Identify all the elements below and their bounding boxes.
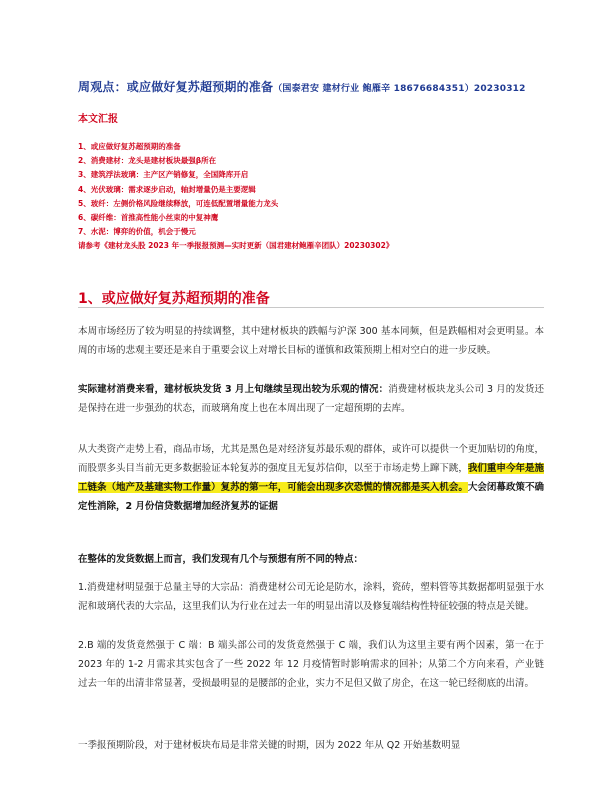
summary-item: 5、玻纤：左侧价格风险继续释放，可连低配置增量能力龙头 [78,198,279,208]
document-title [78,78,578,95]
paragraph-key-findings: 在整体的发货数据上而言，我们发现有几个与预想有所不同的特点： [78,554,364,565]
summary-list [78,140,558,254]
title-meta: （国泰君安 建材行业 鲍雁辛 18676684351）20230312 [273,84,526,94]
summary-item: 4、光伏玻璃：需求逐步启动，轴封增量仍是主要逻辑 [78,184,256,194]
paragraph-body: 消费建材板块龙头公司 3 月的发货还是保持在进一步强劲的状态，而玻璃角度上也在本周出现了一定超预期的去库。 [78,384,544,414]
section-heading: 1、或应做好复苏超预期的准备 [78,291,270,307]
summary-item: 2、消费建材：龙头是建材板块最强β所在 [78,156,217,166]
paragraph-body: 从大类资产走势上看，商品市场，尤其是黑色是对经济复苏最乐观的群体，或许可以提供一个更加贴切的角度，而股票多头目当前无更多数据验证本轮复苏的强度且无复苏信仰，以至于市场走势上蹿下跳， [78,444,544,474]
reference-note: 请参考《建材龙头股 2023 年一季报报预测—实时更新（国君建材鲍雁辛团队）20230302》 [78,241,394,251]
paragraph-building-materials [78,380,544,418]
title-text: 周观点：或应做好复苏超预期的准备 [78,80,274,94]
paragraph-point-2: 2.B 端的发货竟然强于 C 端：B 端头部公司的发货竟然强于 C 端，我们认为这里主要有两个因素，第一在于 2023 年的 1-2 月需求其实包含了一些 2022 年 12 月疫情暂时影响需求的回补；从第二个方向来看，产业链过去一年的出清非常显著，受损最明显的是腰部的企业，实力不足但又做了房企，在这一轮已经彻底的出清。 [78,640,544,689]
paragraph-asset-trends [78,440,544,516]
highlighted-statement: 我们重申今年是施工链条（地产及基建实物工作量）复苏的第一年，可能会出现多次恐慌的情况都是买入机会。 [78,463,544,493]
summary-item: 7、水泥：博弈的价值，机会于慢元 [78,227,196,237]
summary-label: 本文汇报 [78,114,118,125]
paragraph-market-review: 本周市场经历了较为明显的持续调整，其中建材板块的跌幅与沪深 300 基本同频，但是跌幅相对会更明显。本周的市场的悲观主要还是来自于重要会议上对增长目标的谨慎和政策预期上相对空白的进一步反映。 [78,326,544,356]
paragraph-bold-tail: 大会闭幕政策不确定性消除，2 月份信贷数据增加经济复苏的证据 [78,482,544,512]
summary-item: 6、碳纤维：首推高性能小丝束的中复神鹰 [78,213,219,223]
paragraph-lead: 实际建材消费来看，建材板块发货 3 月上旬继续呈现出较为乐观的情况： [78,384,389,395]
summary-item: 3、建筑浮法玻璃：主产区产销修复，全国降库开启 [78,170,249,180]
section-divider [78,307,544,308]
paragraph-point-1: 1.消费建材明显强于总量主导的大宗品：消费建材公司无论是防水，涂料，瓷砖，塑料管等其数据都明显强于水泥和玻璃代表的大宗品，这里我们认为行业在过去一年的明显出清以及修复端结构性特征较强的特点是关键。 [78,582,544,612]
paragraph-q1-outlook: 一季报预期阶段，对于建材板块布局是非常关键的时期，因为 2022 年从 Q2 开始基数明显 [78,740,461,751]
summary-item: 1、或应做好复苏超预期的准备 [78,142,181,151]
